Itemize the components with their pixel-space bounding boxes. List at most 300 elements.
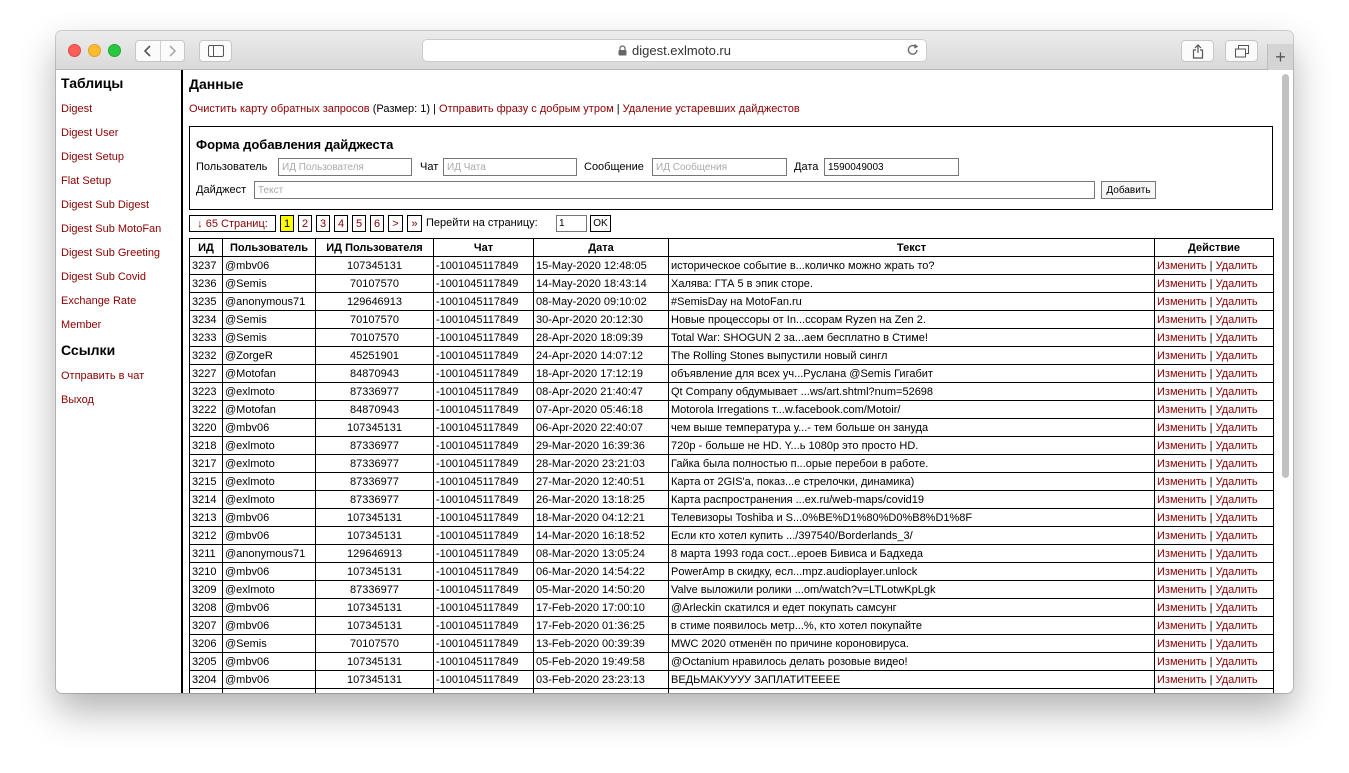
- cell-user: @Semis: [223, 275, 316, 293]
- action-separator: |: [1206, 547, 1216, 560]
- cell-date: 14-Mar-2020 16:18:52: [534, 527, 669, 545]
- edit-link[interactable]: Изменить: [1157, 475, 1207, 488]
- page-4-label[interactable]: 4: [337, 217, 345, 230]
- cell-user: @anonymous71: [223, 293, 316, 311]
- cell-actions: [1155, 275, 1274, 293]
- separator: |: [613, 103, 623, 115]
- action-separator: |: [1206, 673, 1216, 686]
- main-panel: [189, 70, 1279, 693]
- cell-user: @mbv06: [223, 527, 316, 545]
- delete-link[interactable]: Удалить: [1215, 637, 1258, 650]
- cell-actions: [1155, 617, 1274, 635]
- cell-text: чем выше температура у...- тем больше он зануда: [669, 419, 1155, 437]
- cell-date: [534, 689, 669, 694]
- delete-link[interactable]: Удалить: [1215, 259, 1258, 272]
- cell-user: @Semis: [223, 635, 316, 653]
- edit-link[interactable]: Изменить: [1157, 259, 1207, 272]
- delete-link[interactable]: Удалить: [1215, 511, 1258, 524]
- cell-actions: [1155, 329, 1274, 347]
- pages-toggle-label[interactable]: ↓ 65 Страниц:: [197, 217, 268, 230]
- cell-chat: -1001045117849: [434, 563, 534, 581]
- cell-user-id: 107345131: [316, 671, 434, 689]
- cell-id: 3204: [190, 671, 223, 689]
- cell-chat: -1001045117849: [434, 293, 534, 311]
- cell-user: @anonymous71: [223, 545, 316, 563]
- cell-id: 3215: [190, 473, 223, 491]
- delete-link[interactable]: Удалить: [1215, 601, 1258, 614]
- delete-link[interactable]: Удалить: [1215, 295, 1258, 308]
- cell-user-id: 87336977: [316, 437, 434, 455]
- nav-link-logout[interactable]: Выход: [61, 394, 94, 406]
- new-tab-button[interactable]: [1267, 44, 1293, 70]
- cell-user-id: 87336977: [316, 383, 434, 401]
- page-1-link[interactable]: [280, 215, 294, 232]
- delete-link[interactable]: Удалить: [1215, 349, 1258, 362]
- delete-link[interactable]: Удалить: [1215, 277, 1258, 290]
- cell-text: объявление для всех уч...Руслана @Semis Гигабит: [669, 365, 1155, 383]
- edit-link[interactable]: Изменить: [1157, 511, 1207, 524]
- cell-id: [190, 689, 223, 694]
- send-morning-link[interactable]: Отправить фразу с добрым утром: [439, 103, 614, 115]
- delete-link[interactable]: Удалить: [1215, 421, 1258, 434]
- tabs-overview-icon: [1235, 45, 1249, 58]
- cell-user: @exlmoto: [223, 437, 316, 455]
- cell-chat: -1001045117849: [434, 527, 534, 545]
- action-separator: |: [1206, 655, 1216, 668]
- cell-user: @mbv06: [223, 257, 316, 275]
- cell-user-id: 45251901: [316, 347, 434, 365]
- address-bar[interactable]: [422, 39, 927, 62]
- action-separator: |: [1206, 457, 1216, 470]
- table-row: [190, 653, 1274, 671]
- cell-id: 3222: [190, 401, 223, 419]
- cell-chat: -1001045117849: [434, 419, 534, 437]
- delete-link[interactable]: Удалить: [1215, 403, 1258, 416]
- cell-actions: [1155, 527, 1274, 545]
- nav-link-digest-sub-digest[interactable]: Digest Sub Digest: [61, 199, 150, 211]
- cell-date: 29-Mar-2020 16:39:36: [534, 437, 669, 455]
- cell-text: Motorola Irregations т...w.facebook.com/Motoir/: [669, 401, 1155, 419]
- column-header-user[interactable]: Пользователь: [223, 239, 316, 257]
- cell-text: Халява: ГТА 5 в эпик сторе.: [669, 275, 1155, 293]
- nav-link-digest-sub-covid[interactable]: Digest Sub Covid: [61, 271, 146, 283]
- map-size-text: (Размер: 1) |: [369, 103, 440, 115]
- edit-link[interactable]: Изменить: [1157, 331, 1207, 344]
- sidebar-icon: [208, 45, 224, 57]
- cell-user: @mbv06: [223, 419, 316, 437]
- cell-chat: -1001045117849: [434, 491, 534, 509]
- delete-link[interactable]: Удалить: [1215, 565, 1258, 578]
- edit-link[interactable]: Изменить: [1157, 367, 1207, 380]
- cell-user-id: 107345131: [316, 599, 434, 617]
- table-row: [190, 689, 1274, 694]
- cell-chat: -1001045117849: [434, 257, 534, 275]
- cell-actions: [1155, 419, 1274, 437]
- close-window-button[interactable]: [68, 44, 81, 57]
- table-row: [190, 455, 1274, 473]
- message-id-input[interactable]: [652, 158, 787, 176]
- cell-actions: [1155, 365, 1274, 383]
- cell-user: @Semis: [223, 329, 316, 347]
- cell-date: 08-May-2020 09:10:02: [534, 293, 669, 311]
- cell-date: 15-May-2020 12:48:05: [534, 257, 669, 275]
- date-input[interactable]: [824, 158, 959, 176]
- actions-line: [189, 103, 800, 115]
- cell-text: 720p - больше не HD. Y...ь 1080p это просто HD.: [669, 437, 1155, 455]
- action-separator: |: [1206, 475, 1216, 488]
- cell-chat: -1001045117849: [434, 473, 534, 491]
- delete-old-link[interactable]: Удаление устаревших дайджестов: [622, 103, 800, 115]
- cell-date: 28-Apr-2020 18:09:39: [534, 329, 669, 347]
- action-separator: |: [1206, 403, 1216, 416]
- edit-link[interactable]: Изменить: [1157, 673, 1207, 686]
- cell-text: ВЕДЬМАКУУУУ ЗАПЛАТИТЕЕЕЕ: [669, 671, 1155, 689]
- table-row: [190, 311, 1274, 329]
- cell-actions: [1155, 311, 1274, 329]
- url-text: digest.exlmoto.ru: [632, 43, 731, 58]
- cell-id: 3220: [190, 419, 223, 437]
- page-2-link[interactable]: [298, 215, 312, 232]
- cell-user-id: 107345131: [316, 563, 434, 581]
- cell-actions: [1155, 599, 1274, 617]
- action-separator: |: [1206, 295, 1216, 308]
- cell-user-id: 87336977: [316, 455, 434, 473]
- cell-id: 3207: [190, 617, 223, 635]
- cell-user: @exlmoto: [223, 581, 316, 599]
- next-page-link[interactable]: [388, 215, 403, 232]
- cell-user-id: 70107570: [316, 329, 434, 347]
- edit-link[interactable]: Изменить: [1157, 565, 1207, 578]
- chat-id-input[interactable]: [443, 158, 577, 176]
- clear-map-link[interactable]: Очистить карту обратных запросов: [189, 103, 370, 115]
- table-row: [190, 275, 1274, 293]
- delete-link[interactable]: Удалить: [1215, 331, 1258, 344]
- cell-date: 13-Feb-2020 00:39:39: [534, 635, 669, 653]
- cell-actions: [1155, 491, 1274, 509]
- cell-text: Если кто хотел купить .../397540/Borderlands_3/: [669, 527, 1155, 545]
- cell-user: @mbv06: [223, 509, 316, 527]
- cell-chat: -1001045117849: [434, 401, 534, 419]
- cell-user-id: 84870943: [316, 401, 434, 419]
- cell-user: @exlmoto: [223, 473, 316, 491]
- delete-link[interactable]: Удалить: [1215, 529, 1258, 542]
- cell-date: 17-Feb-2020 01:36:25: [534, 617, 669, 635]
- cell-date: 28-Mar-2020 23:21:03: [534, 455, 669, 473]
- cell-user-id: 107345131: [316, 617, 434, 635]
- goto-page-input[interactable]: [556, 215, 587, 232]
- edit-link[interactable]: Изменить: [1157, 277, 1207, 290]
- cell-chat: -1001045117849: [434, 617, 534, 635]
- back-button[interactable]: [136, 41, 160, 61]
- edit-link[interactable]: Изменить: [1157, 655, 1207, 668]
- table-row: [190, 599, 1274, 617]
- delete-link[interactable]: Удалить: [1215, 673, 1258, 686]
- page-scrollbar[interactable]: [1282, 74, 1289, 478]
- next-page-label[interactable]: >: [392, 217, 399, 230]
- add-digest-button[interactable]: Добавить: [1101, 181, 1156, 199]
- nav-link-digest[interactable]: Digest: [61, 103, 93, 115]
- reload-icon[interactable]: [906, 43, 920, 57]
- left-navigation: [56, 70, 183, 693]
- column-header-text[interactable]: Текст: [669, 239, 1155, 257]
- edit-link[interactable]: Изменить: [1157, 349, 1207, 362]
- action-separator: |: [1206, 619, 1216, 632]
- table-row: [190, 293, 1274, 311]
- cell-date: 06-Apr-2020 22:40:07: [534, 419, 669, 437]
- cell-id: 3213: [190, 509, 223, 527]
- last-page-link[interactable]: [407, 215, 422, 232]
- digest-text-input[interactable]: [254, 181, 1095, 199]
- cell-chat: -1001045117849: [434, 509, 534, 527]
- cell-chat: -1001045117849: [434, 365, 534, 383]
- action-separator: |: [1206, 313, 1216, 326]
- chat-label: Чат: [420, 161, 439, 173]
- share-button[interactable]: [1181, 40, 1214, 62]
- cell-id: 3209: [190, 581, 223, 599]
- delete-link[interactable]: Удалить: [1215, 313, 1258, 326]
- cell-user-id: 87336977: [316, 581, 434, 599]
- column-header-action: Действие: [1155, 239, 1274, 257]
- cell-user-id: 70107570: [316, 275, 434, 293]
- cell-id: 3208: [190, 599, 223, 617]
- lock-icon: [618, 45, 627, 56]
- cell-id: 3234: [190, 311, 223, 329]
- cell-text: MWC 2020 отменён по причине короновируса.: [669, 635, 1155, 653]
- nav-link-send-to-chat[interactable]: Отправить в чат: [61, 370, 145, 382]
- action-separator: |: [1206, 259, 1216, 272]
- cell-id: 3211: [190, 545, 223, 563]
- chevron-left-icon: [144, 45, 152, 57]
- last-page-label[interactable]: »: [411, 217, 418, 230]
- page-5-label[interactable]: 5: [355, 217, 363, 230]
- plus-icon: +: [1275, 46, 1286, 67]
- cell-user-id: 87336977: [316, 473, 434, 491]
- action-separator: |: [1206, 331, 1216, 344]
- cell-text: Qt Company обдумывает ...ws/art.shtml?num=52698: [669, 383, 1155, 401]
- cell-user: [223, 689, 316, 694]
- cell-text: @Octanium нравилось делать розовые видео!: [669, 653, 1155, 671]
- table-row: [190, 581, 1274, 599]
- page-3-link[interactable]: [316, 215, 330, 232]
- delete-link[interactable]: Удалить: [1215, 655, 1258, 668]
- cell-user-id: 129646913: [316, 545, 434, 563]
- table-row: [190, 635, 1274, 653]
- column-header-chat[interactable]: Чат: [434, 239, 534, 257]
- cell-chat: -1001045117849: [434, 599, 534, 617]
- delete-link[interactable]: Удалить: [1215, 367, 1258, 380]
- table-row: [190, 527, 1274, 545]
- nav-link-flat-setup[interactable]: Flat Setup: [61, 175, 112, 187]
- edit-link[interactable]: Изменить: [1157, 295, 1207, 308]
- page-6-link[interactable]: [370, 215, 384, 232]
- delete-link[interactable]: Удалить: [1215, 547, 1258, 560]
- nav-link-digest-sub-greeting[interactable]: Digest Sub Greeting: [61, 247, 161, 259]
- edit-link[interactable]: Изменить: [1157, 547, 1207, 560]
- cell-chat: -1001045117849: [434, 581, 534, 599]
- cell-text: The Rolling Stones выпустили новый сингл: [669, 347, 1155, 365]
- table-row: [190, 563, 1274, 581]
- cell-date: 18-Apr-2020 17:12:19: [534, 365, 669, 383]
- nav-link-member[interactable]: Member: [61, 319, 102, 331]
- cell-text: #SemisDay на MotoFan.ru: [669, 293, 1155, 311]
- cell-chat: -1001045117849: [434, 347, 534, 365]
- user-id-input[interactable]: [278, 158, 412, 176]
- forward-button[interactable]: [160, 41, 184, 61]
- form-title: Форма добавления дайджеста: [196, 137, 394, 152]
- cell-user: @mbv06: [223, 653, 316, 671]
- edit-link[interactable]: Изменить: [1157, 529, 1207, 542]
- cell-user-id: 87336977: [316, 491, 434, 509]
- edit-link[interactable]: Изменить: [1157, 619, 1207, 632]
- page-6-label[interactable]: 6: [373, 217, 381, 230]
- delete-link[interactable]: Удалить: [1215, 457, 1258, 470]
- edit-link[interactable]: Изменить: [1157, 601, 1207, 614]
- cell-id: 3210: [190, 563, 223, 581]
- cell-id: 3206: [190, 635, 223, 653]
- sidebar-toggle-button[interactable]: [199, 40, 232, 62]
- digest-table: [189, 238, 1274, 693]
- cell-id: 3217: [190, 455, 223, 473]
- column-header-date[interactable]: Дата: [534, 239, 669, 257]
- browser-toolbar: [56, 31, 1293, 70]
- cell-date: 27-Mar-2020 12:40:51: [534, 473, 669, 491]
- cell-id: 3212: [190, 527, 223, 545]
- edit-link[interactable]: Изменить: [1157, 457, 1207, 470]
- edit-link[interactable]: Изменить: [1157, 403, 1207, 416]
- cell-date: 03-Feb-2020 23:23:13: [534, 671, 669, 689]
- action-separator: |: [1206, 493, 1216, 506]
- table-row: [190, 437, 1274, 455]
- cell-date: 06-Mar-2020 14:54:22: [534, 563, 669, 581]
- column-header-id[interactable]: ИД: [190, 239, 223, 257]
- digest-label: Дайджест: [196, 184, 247, 196]
- user-label: Пользователь: [196, 161, 268, 173]
- page-5-link[interactable]: [352, 215, 366, 232]
- cell-actions: [1155, 437, 1274, 455]
- cell-date: 26-Mar-2020 13:18:25: [534, 491, 669, 509]
- cell-actions: [1155, 689, 1274, 694]
- pages-toggle[interactable]: [189, 215, 276, 232]
- cell-actions: [1155, 401, 1274, 419]
- cell-text: 8 марта 1993 года сост...ероев Бивиса и Бадхеда: [669, 545, 1155, 563]
- table-header-row: [190, 239, 1274, 257]
- action-separator: |: [1206, 601, 1216, 614]
- delete-link[interactable]: Удалить: [1215, 439, 1258, 452]
- tables-heading: Таблицы: [61, 75, 124, 91]
- cell-user: @ZorgeR: [223, 347, 316, 365]
- cell-text: Total War: SHOGUN 2 за...аем бесплатно в Стиме!: [669, 329, 1155, 347]
- cell-user-id: 107345131: [316, 509, 434, 527]
- delete-link[interactable]: Удалить: [1215, 493, 1258, 506]
- page-1-label[interactable]: 1: [283, 217, 291, 230]
- date-label: Дата: [794, 161, 819, 173]
- edit-link[interactable]: Изменить: [1157, 385, 1207, 398]
- cell-chat: -1001045117849: [434, 545, 534, 563]
- cell-text: Новые процессоры от In...ссорам Ryzen на Zen 2.: [669, 311, 1155, 329]
- cell-chat: -1001045117849: [434, 455, 534, 473]
- cell-text: [669, 689, 1155, 694]
- cell-text: @Arleckin скатился и едет покупать самсунг: [669, 599, 1155, 617]
- cell-date: 17-Feb-2020 17:00:10: [534, 599, 669, 617]
- cell-chat: -1001045117849: [434, 437, 534, 455]
- cell-date: 14-May-2020 18:43:14: [534, 275, 669, 293]
- delete-link[interactable]: Удалить: [1215, 475, 1258, 488]
- cell-actions: [1155, 635, 1274, 653]
- edit-link[interactable]: Изменить: [1157, 313, 1207, 326]
- column-header-user-id[interactable]: ИД Пользователя: [316, 239, 434, 257]
- table-row: [190, 419, 1274, 437]
- cell-chat: -1001045117849: [434, 635, 534, 653]
- cell-actions: [1155, 347, 1274, 365]
- table-row: [190, 329, 1274, 347]
- edit-link[interactable]: Изменить: [1157, 439, 1207, 452]
- minimize-window-button[interactable]: [88, 44, 101, 57]
- show-tabs-button[interactable]: [1225, 40, 1258, 62]
- table-row: [190, 473, 1274, 491]
- action-separator: |: [1206, 421, 1216, 434]
- nav-link-digest-user[interactable]: Digest User: [61, 127, 119, 139]
- edit-link[interactable]: Изменить: [1157, 493, 1207, 506]
- share-icon: [1192, 44, 1204, 59]
- page-2-label[interactable]: 2: [301, 217, 309, 230]
- page-content: [56, 70, 1293, 693]
- cell-chat: -1001045117849: [434, 383, 534, 401]
- action-separator: |: [1206, 529, 1216, 542]
- edit-link[interactable]: Изменить: [1157, 637, 1207, 650]
- maximize-window-button[interactable]: [108, 44, 121, 57]
- page-title: Данные: [189, 76, 244, 92]
- cell-chat: -1001045117849: [434, 275, 534, 293]
- cell-date: 05-Feb-2020 19:49:58: [534, 653, 669, 671]
- table-row: [190, 365, 1274, 383]
- nav-link-exchange-rate[interactable]: Exchange Rate: [61, 295, 137, 307]
- goto-page-ok-button[interactable]: OK: [590, 215, 611, 232]
- delete-link[interactable]: Удалить: [1215, 385, 1258, 398]
- delete-link[interactable]: Удалить: [1215, 583, 1258, 596]
- edit-link[interactable]: Изменить: [1157, 583, 1207, 596]
- cell-id: 3227: [190, 365, 223, 383]
- cell-text: Valve выложили ролики ...om/watch?v=LTLotwKpLgk: [669, 581, 1155, 599]
- cell-user: @mbv06: [223, 617, 316, 635]
- cell-text: в стиме появилось метр...%, кто хотел покупайте: [669, 617, 1155, 635]
- cell-user: @Motofan: [223, 365, 316, 383]
- cell-user: @exlmoto: [223, 491, 316, 509]
- edit-link[interactable]: Изменить: [1157, 421, 1207, 434]
- cell-text: Гайка была полностью п...орые перебои в работе.: [669, 455, 1155, 473]
- cell-id: 3223: [190, 383, 223, 401]
- cell-actions: [1155, 671, 1274, 689]
- cell-user-id: 129646913: [316, 293, 434, 311]
- table-row: [190, 257, 1274, 275]
- table-row: [190, 617, 1274, 635]
- nav-link-digest-setup[interactable]: Digest Setup: [61, 151, 124, 163]
- cell-user: @exlmoto: [223, 455, 316, 473]
- nav-link-digest-sub-motofan[interactable]: Digest Sub MotoFan: [61, 223, 162, 235]
- action-separator: |: [1206, 385, 1216, 398]
- chevron-right-icon: [168, 45, 176, 57]
- delete-link[interactable]: Удалить: [1215, 619, 1258, 632]
- cell-user: @Motofan: [223, 401, 316, 419]
- cell-user: @mbv06: [223, 563, 316, 581]
- cell-user-id: 70107570: [316, 635, 434, 653]
- goto-page-label: Перейти на страницу:: [426, 217, 538, 229]
- cell-chat: -1001045117849: [434, 671, 534, 689]
- page-3-label[interactable]: 3: [319, 217, 327, 230]
- action-separator: |: [1206, 367, 1216, 380]
- cell-date: 30-Apr-2020 20:12:30: [534, 311, 669, 329]
- page-4-link[interactable]: [334, 215, 348, 232]
- action-separator: |: [1206, 277, 1216, 290]
